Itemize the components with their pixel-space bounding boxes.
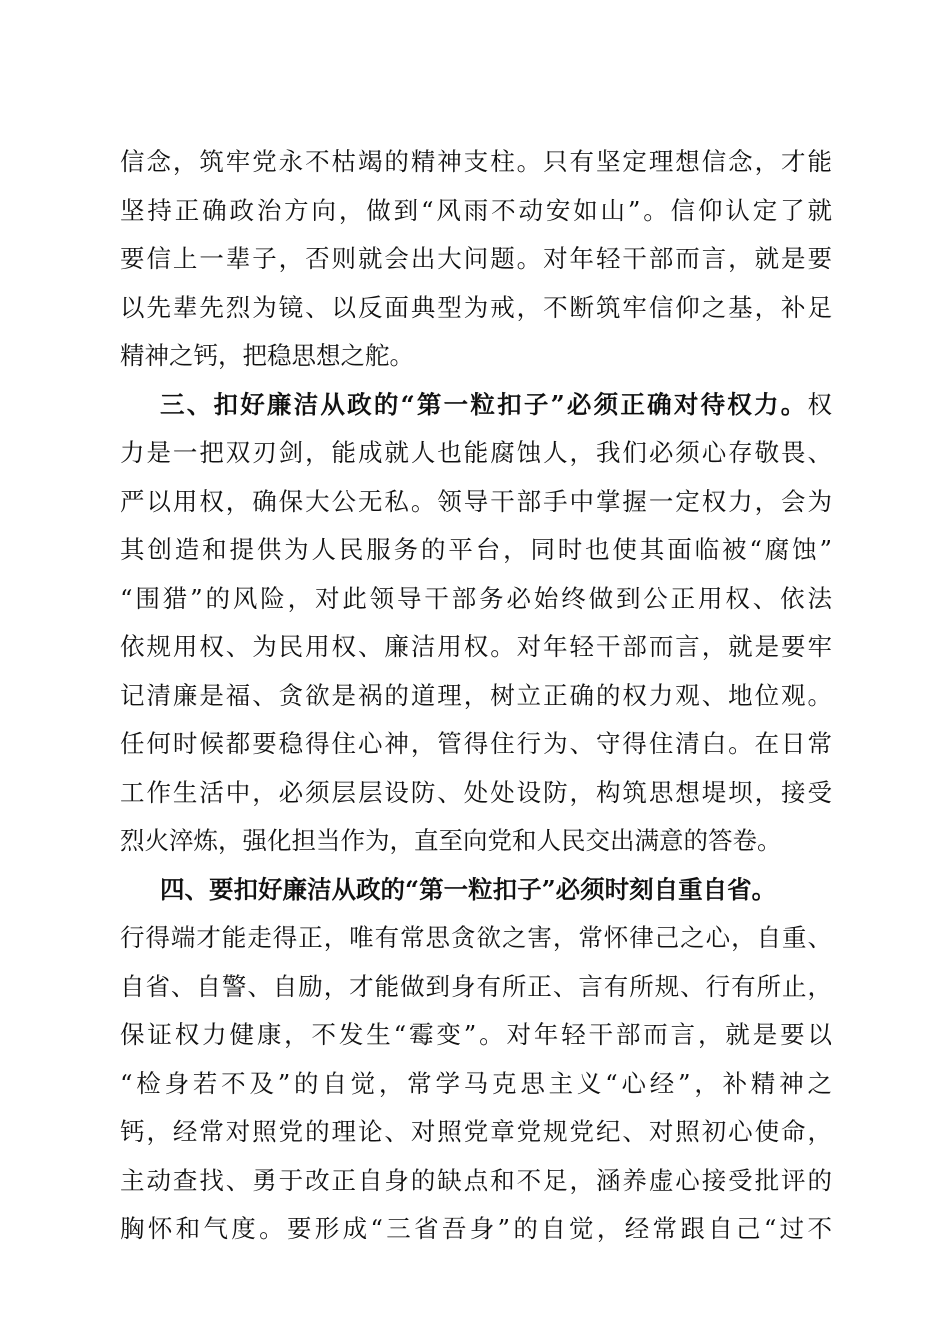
- body-line: 主动查找、勇于改正自身的缺点和不足，涵养虚心接受批评的: [120, 1165, 832, 1195]
- body-line: 信念，筑牢党永不枯竭的精神支柱。只有坚定理想信念，才能: [120, 147, 832, 176]
- body-line: “检身若不及”的自觉，常学马克思主义“心经”，补精神之: [120, 1068, 832, 1098]
- section-heading-3-tail: 权: [807, 389, 832, 419]
- body-line: 工作生活中，必须层层设防、处处设防，构筑思想堤坝，接受: [120, 777, 832, 807]
- body-line: 钙，经常对照党的理论、对照党章党规党纪、对照初心使命，: [120, 1117, 832, 1146]
- section-heading-4: 四、要扣好廉洁从政的“第一粒扣子”必须时刻自重自省。: [160, 874, 777, 904]
- body-line: 其创造和提供为人民服务的平台，同时也使其面临被“腐蚀”: [120, 535, 832, 564]
- body-line: 精神之钙，把稳思想之舵。: [120, 341, 414, 370]
- body-line: 力是一把双刃剑，能成就人也能腐蚀人，我们必须心存敬畏、: [120, 438, 832, 467]
- body-line: 记清廉是福、贪欲是祸的道理，树立正确的权力观、地位观。: [120, 680, 832, 710]
- body-line: 任何时候都要稳得住心神，管得住行为、守得住清白。在日常: [120, 729, 832, 758]
- body-line: 保证权力健康，不发生“霉变”。对年轻干部而言，就是要以: [120, 1020, 832, 1049]
- document-body: [120, 138, 832, 1254]
- body-line: 烈火淬炼，强化担当作为，直至向党和人民交出满意的答卷。: [120, 826, 782, 855]
- section-heading-line: [120, 866, 832, 915]
- body-line: 依规用权、为民用权、廉洁用权。对年轻干部而言，就是要牢: [120, 632, 832, 661]
- body-line: 胸怀和气度。要形成“三省吾身”的自觉，经常跟自己“过不: [120, 1214, 832, 1243]
- body-line: 以先辈先烈为镜、以反面典型为戒，不断筑牢信仰之基，补足: [120, 292, 832, 322]
- section-heading-line: [120, 381, 832, 430]
- body-line: 自省、自警、自励，才能做到身有所正、言有所规、行有所止，: [120, 971, 832, 1001]
- section-heading-3: 三、扣好廉洁从政的“第一粒扣子”必须正确对待权力。: [160, 389, 808, 419]
- body-line: 严以用权，确保大公无私。领导干部手中掌握一定权力，会为: [120, 486, 832, 516]
- body-line: “围猎”的风险，对此领导干部务必始终做到公正用权、依法: [120, 583, 832, 613]
- body-line: 要信上一辈子，否则就会出大问题。对年轻干部而言，就是要: [120, 244, 832, 273]
- body-line: 坚持正确政治方向，做到“风雨不动安如山”。信仰认定了就: [120, 195, 832, 225]
- body-line: 行得端才能走得正，唯有常思贪欲之害，常怀律己之心，自重、: [120, 923, 832, 952]
